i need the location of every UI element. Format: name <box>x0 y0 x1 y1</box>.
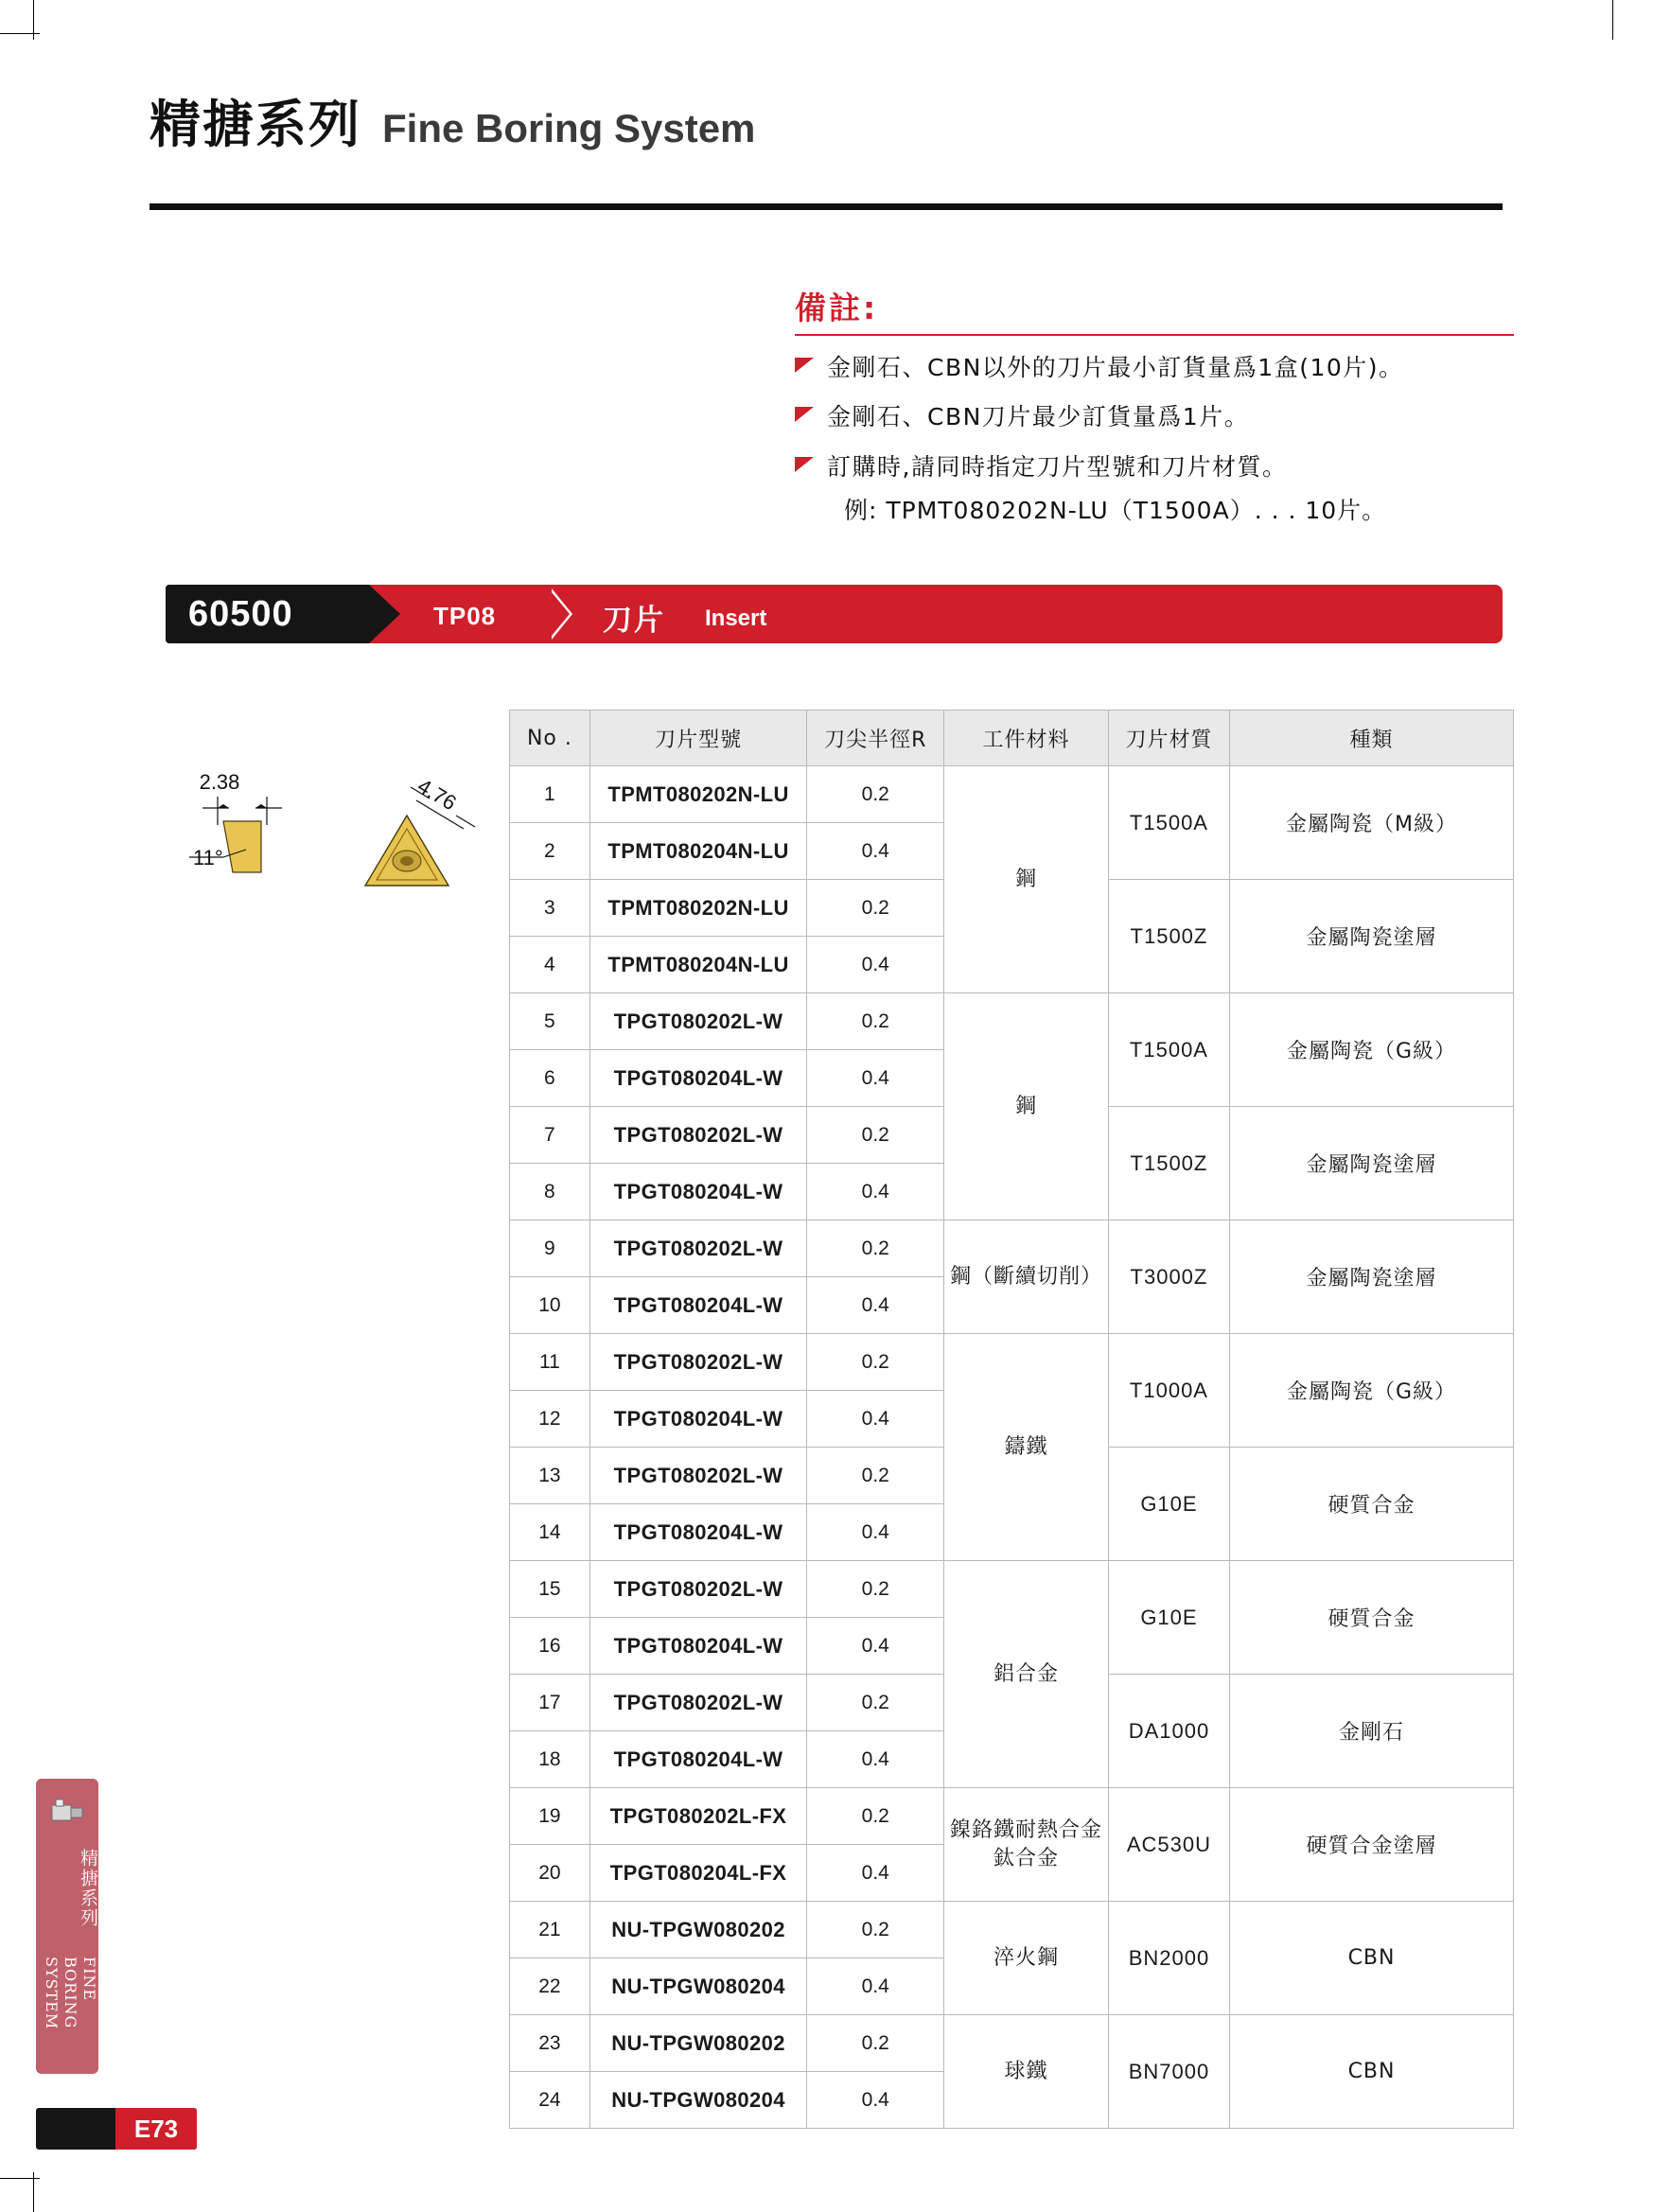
cell-radius: 0.2 <box>807 1675 944 1731</box>
cell-no: 22 <box>510 1958 590 2015</box>
cell-workpiece: 鋼 <box>944 766 1109 993</box>
table-row <box>510 1902 1514 1958</box>
cell-no: 2 <box>510 823 590 880</box>
flag-bullet-icon <box>795 407 816 424</box>
page-number-badge <box>36 2108 197 2150</box>
cell-model: TPGT080204L-W <box>589 1277 807 1334</box>
cell-workpiece: 鋼 <box>944 993 1109 1220</box>
remark-text: 金剛石、CBN以外的刀片最小訂貨量爲1盒(10片)。 <box>827 354 1404 381</box>
cell-radius: 0.2 <box>807 993 944 1050</box>
banner-code: 60500 <box>188 594 293 634</box>
th-no: No . <box>510 711 590 766</box>
dim-diagonal-label: 4.76 <box>413 773 461 816</box>
banner-name-cn: 刀片 <box>603 604 665 638</box>
insert-table <box>509 710 1514 2129</box>
cell-radius: 0.2 <box>807 1334 944 1391</box>
cell-no: 19 <box>510 1788 590 1845</box>
cell-no: 24 <box>510 2072 590 2129</box>
cell-radius: 0.4 <box>807 2072 944 2129</box>
table-row <box>510 1334 1514 1391</box>
cell-kind: CBN <box>1230 2015 1514 2129</box>
cell-kind: 金屬陶瓷塗層 <box>1230 1220 1514 1334</box>
remark-text: 訂購時,請同時指定刀片型號和刀片材質。 <box>827 452 1288 481</box>
cell-model: TPMT080204N-LU <box>589 937 807 993</box>
remark-item <box>795 400 1514 434</box>
cell-radius: 0.4 <box>807 1277 944 1334</box>
cell-kind: 金屬陶瓷塗層 <box>1230 880 1514 993</box>
cell-no: 23 <box>510 2015 590 2072</box>
remarks-title: 備註: <box>795 290 879 326</box>
banner-name-en: Insert <box>705 606 767 631</box>
cell-model: TPGT080202L-W <box>589 1675 807 1731</box>
table-row <box>510 1561 1514 1618</box>
cell-model: TPGT080202L-W <box>589 1448 807 1504</box>
cell-material: T1000A <box>1108 1334 1229 1448</box>
flag-bullet-icon <box>795 358 816 375</box>
cell-material: BN2000 <box>1108 1902 1229 2015</box>
cell-kind: 金屬陶瓷（G級） <box>1230 1334 1514 1448</box>
cell-model: TPMT080202N-LU <box>589 766 807 823</box>
cell-workpiece: 淬火鋼 <box>944 1902 1109 2015</box>
insert-table-wrapper <box>509 710 1514 2129</box>
cell-radius: 0.2 <box>807 766 944 823</box>
cell-workpiece: 鎳鉻鐵耐熱合金 鈦合金 <box>944 1788 1109 1902</box>
cell-radius: 0.4 <box>807 1618 944 1675</box>
cell-no: 7 <box>510 1107 590 1164</box>
cell-material: T1500Z <box>1108 1107 1229 1220</box>
cell-radius: 0.2 <box>807 2015 944 2072</box>
cell-workpiece: 鑄鐵 <box>944 1334 1109 1561</box>
remark-item <box>795 351 1514 385</box>
cell-radius: 0.2 <box>807 1788 944 1845</box>
cell-workpiece: 球鐵 <box>944 2015 1109 2129</box>
banner-chevron-icon <box>552 588 589 640</box>
cell-radius: 0.4 <box>807 1050 944 1107</box>
cell-no: 3 <box>510 880 590 937</box>
remark-item <box>795 450 1514 484</box>
table-row <box>510 766 1514 823</box>
cell-no: 17 <box>510 1675 590 1731</box>
cell-radius: 0.2 <box>807 1902 944 1958</box>
title-row <box>149 95 1503 154</box>
dim-top-label: 2.38 <box>199 770 240 794</box>
table-row <box>510 993 1514 1050</box>
cell-radius: 0.4 <box>807 1958 944 2015</box>
side-tab-label-cn: 精搪系列 <box>78 1849 98 1928</box>
cell-material: T1500A <box>1108 993 1229 1107</box>
cell-kind: 硬質合金 <box>1230 1448 1514 1561</box>
cell-radius: 0.4 <box>807 1164 944 1220</box>
page-number-label: E73 <box>133 2115 179 2143</box>
cell-model: TPGT080204L-W <box>589 1391 807 1448</box>
cell-model: TPGT080202L-W <box>589 1561 807 1618</box>
cell-workpiece: 鋁合金 <box>944 1561 1109 1788</box>
cell-no: 15 <box>510 1561 590 1618</box>
cell-radius: 0.4 <box>807 1504 944 1561</box>
cell-material: T1500A <box>1108 766 1229 880</box>
cell-kind: 硬質合金 <box>1230 1561 1514 1675</box>
cell-material: G10E <box>1108 1448 1229 1561</box>
cell-no: 14 <box>510 1504 590 1561</box>
cell-no: 5 <box>510 993 590 1050</box>
cell-material: DA1000 <box>1108 1675 1229 1788</box>
cell-no: 12 <box>510 1391 590 1448</box>
cell-kind: 金屬陶瓷（G級） <box>1230 993 1514 1107</box>
cell-radius: 0.4 <box>807 1731 944 1788</box>
cell-radius: 0.4 <box>807 823 944 880</box>
cell-kind: 金屬陶瓷塗層 <box>1230 1107 1514 1220</box>
cell-no: 6 <box>510 1050 590 1107</box>
cell-radius: 0.2 <box>807 1561 944 1618</box>
remark-text: 金剛石、CBN刀片最少訂貨量爲1片。 <box>827 403 1250 431</box>
cell-material: BN7000 <box>1108 2015 1229 2129</box>
cell-no: 11 <box>510 1334 590 1391</box>
cell-model: NU-TPGW080202 <box>589 2015 807 2072</box>
cell-no: 21 <box>510 1902 590 1958</box>
dim-angle-label: 11° <box>193 846 223 869</box>
cell-model: TPGT080202L-W <box>589 1334 807 1391</box>
cell-model: TPGT080204L-W <box>589 1050 807 1107</box>
cell-model: NU-TPGW080204 <box>589 1958 807 2015</box>
cell-model: NU-TPGW080202 <box>589 1902 807 1958</box>
cell-model: TPGT080204L-W <box>589 1731 807 1788</box>
cell-no: 20 <box>510 1845 590 1902</box>
cell-radius: 0.2 <box>807 1220 944 1277</box>
cell-material: G10E <box>1108 1561 1229 1675</box>
th-model: 刀片型號 <box>589 711 807 766</box>
cell-radius: 0.2 <box>807 1448 944 1504</box>
section-banner <box>166 585 1503 643</box>
cell-model: NU-TPGW080204 <box>589 2072 807 2129</box>
cell-no: 1 <box>510 766 590 823</box>
side-tab-label-en: FINE BORING SYSTEM <box>43 1957 98 2030</box>
cell-no: 9 <box>510 1220 590 1277</box>
cell-radius: 0.2 <box>807 1107 944 1164</box>
table-body <box>510 766 1514 2129</box>
remark-example: 例: TPMT080202N-LU（T1500A）. . . 10片。 <box>844 496 1387 524</box>
cell-material: T3000Z <box>1108 1220 1229 1334</box>
cell-material: AC530U <box>1108 1788 1229 1902</box>
header-divider <box>149 203 1503 210</box>
page-title-cn: 精搪系列 <box>149 95 361 154</box>
cell-kind: CBN <box>1230 1902 1514 2015</box>
cell-model: TPGT080204L-W <box>589 1164 807 1220</box>
table-header-row <box>510 711 1514 766</box>
cell-model: TPGT080202L-W <box>589 993 807 1050</box>
th-workpiece: 工件材料 <box>944 711 1109 766</box>
page-title-en: Fine Boring System <box>382 106 756 150</box>
cell-radius: 0.4 <box>807 937 944 993</box>
cell-model: TPGT080204L-FX <box>589 1845 807 1902</box>
cell-no: 10 <box>510 1277 590 1334</box>
side-tab[interactable] <box>36 1779 98 2074</box>
cell-radius: 0.2 <box>807 880 944 937</box>
th-kind: 種類 <box>1230 711 1514 766</box>
crop-mark-top-right <box>1612 0 1613 40</box>
cell-radius: 0.4 <box>807 1845 944 1902</box>
cell-kind: 金屬陶瓷（M級） <box>1230 766 1514 880</box>
cell-no: 13 <box>510 1448 590 1504</box>
cell-model: TPMT080202N-LU <box>589 880 807 937</box>
tool-holder-icon <box>46 1792 88 1834</box>
cell-material: T1500Z <box>1108 880 1229 993</box>
banner-code-arrow <box>369 585 400 643</box>
remarks-block <box>795 284 1514 526</box>
cell-kind: 硬質合金塗層 <box>1230 1788 1514 1902</box>
crop-mark-bottom-left-h <box>0 2178 40 2179</box>
cell-no: 18 <box>510 1731 590 1788</box>
table-row <box>510 2015 1514 2072</box>
cell-model: TPGT080202L-W <box>589 1220 807 1277</box>
table-row <box>510 1788 1514 1845</box>
cell-model: TPGT080202L-FX <box>589 1788 807 1845</box>
th-material: 刀片材質 <box>1108 711 1229 766</box>
cell-model: TPMT080204N-LU <box>589 823 807 880</box>
cell-model: TPGT080204L-W <box>589 1504 807 1561</box>
cell-model: TPGT080204L-W <box>589 1618 807 1675</box>
th-radius: 刀尖半徑R <box>807 711 944 766</box>
remarks-divider <box>795 334 1514 336</box>
insert-technical-drawing <box>180 766 492 927</box>
flag-bullet-icon <box>795 457 816 474</box>
crop-mark-top-left-h <box>0 33 40 34</box>
table-row <box>510 1220 1514 1277</box>
cell-no: 4 <box>510 937 590 993</box>
cell-no: 16 <box>510 1618 590 1675</box>
page-header <box>149 95 1503 154</box>
cell-kind: 金剛石 <box>1230 1675 1514 1788</box>
cell-workpiece: 鋼（斷續切削） <box>944 1220 1109 1334</box>
banner-series: TP08 <box>433 602 497 630</box>
cell-no: 8 <box>510 1164 590 1220</box>
cell-radius: 0.4 <box>807 1391 944 1448</box>
cell-model: TPGT080202L-W <box>589 1107 807 1164</box>
